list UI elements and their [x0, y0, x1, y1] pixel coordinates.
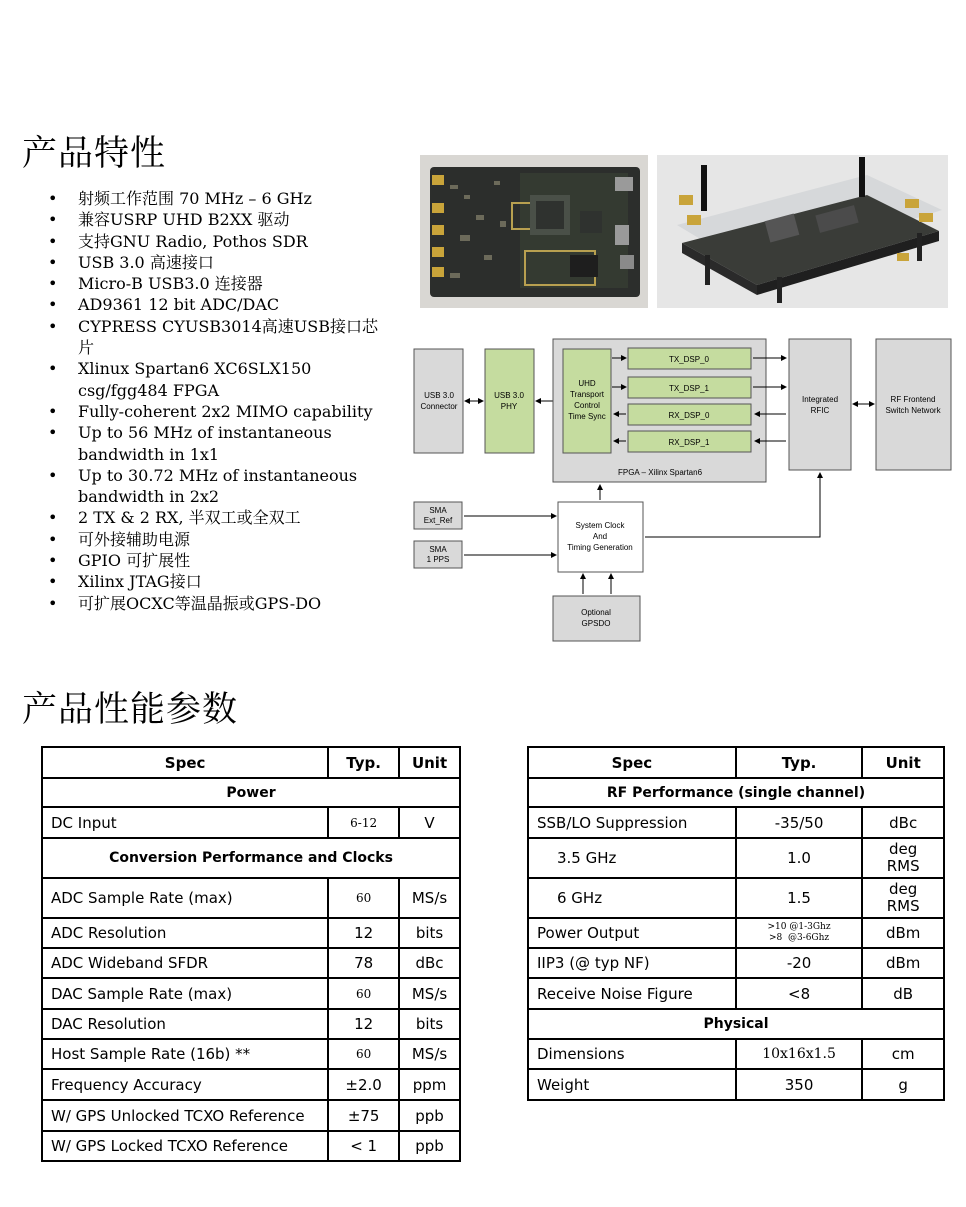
feature-item: • 可扩展OCXC等温晶振或GPS-DO: [48, 593, 378, 614]
svg-text:SMA1 PPS: SMA 1 PPS: [426, 545, 450, 564]
header-typ: Typ.: [328, 747, 399, 778]
svg-text:UHDTransportControlTime Sync: UHD Transport Control Time Sync: [568, 379, 606, 421]
feature-list: [48, 188, 378, 614]
table-row: DAC Sample Rate (max) 60 MS/s: [42, 978, 460, 1009]
feature-item: • Micro-B USB3.0 连接器: [48, 273, 378, 294]
feature-item: • AD9361 12 bit ADC/DAC: [48, 294, 378, 315]
table-row: W/ GPS Locked TCXO Reference < 1 ppb: [42, 1131, 460, 1161]
feature-item: • Xilinx JTAG接口: [48, 571, 378, 592]
table-row: DAC Resolution 12 bits: [42, 1009, 460, 1039]
fpga-label: FPGA – Xilinx Spartan6: [617, 468, 703, 477]
feature-item: • USB 3.0 高速接口: [48, 252, 378, 273]
feature-item: • CYPRESS CYUSB3014高速USB接口芯片: [48, 316, 378, 359]
svg-text:RX_DSP_1: RX_DSP_1: [668, 438, 710, 447]
svg-text:TX_DSP_1: TX_DSP_1: [668, 384, 710, 393]
table-row: ADC Sample Rate (max) 60 MS/s: [42, 878, 460, 918]
feature-item: • 2 TX & 2 RX, 半双工或全双工: [48, 507, 378, 528]
table-row: ADC Resolution 12 bits: [42, 918, 460, 948]
feature-item: • 可外接辅助电源: [48, 529, 378, 550]
feature-item: • 射频工作范围 70 MHz – 6 GHz: [48, 188, 378, 209]
table-row: Host Sample Rate (16b) ** 60 MS/s: [42, 1039, 460, 1069]
usb-phy-block: [485, 349, 534, 453]
table-row: Power Output >10 @1-3Ghz >8 @3-6Ghz dBm: [528, 918, 944, 948]
specs-title: 产品性能参数: [22, 690, 239, 730]
table-row: ADC Wideband SFDR 78 dBc: [42, 948, 460, 978]
feature-item: • 支持GNU Radio, Pothos SDR: [48, 231, 378, 252]
svg-text:USB 3.0PHY: USB 3.0 PHY: [494, 391, 524, 411]
table-row: W/ GPS Unlocked TCXO Reference ±75 ppb: [42, 1100, 460, 1131]
feature-item: • Up to 30.72 MHz of instantaneous bandwidth in 2x2: [48, 465, 378, 508]
spec-table-left: [41, 746, 461, 1162]
svg-text:IntegratedRFIC: Integrated RFIC: [801, 395, 839, 415]
spec-table-right: [527, 746, 945, 1101]
table-row: Receive Noise Figure <8 dB: [528, 978, 944, 1009]
table-row: Dimensions 10x16x1.5 cm: [528, 1039, 944, 1069]
section-rf: RF Performance (single channel): [528, 778, 944, 807]
section-conversion: Conversion Performance and Clocks: [42, 838, 460, 878]
rfic-block: [789, 339, 851, 470]
section-physical: Physical: [528, 1009, 944, 1039]
svg-text:OptionalGPSDO: Optional GPSDO: [581, 608, 611, 628]
block-diagram: [412, 336, 956, 646]
svg-text:TX_DSP_0: TX_DSP_0: [668, 355, 710, 364]
header-unit: Unit: [399, 747, 460, 778]
rf-frontend-block: [876, 339, 951, 470]
table-row: Weight 350 g: [528, 1069, 944, 1100]
table-row: 3.5 GHz 1.0 deg RMS: [528, 838, 944, 878]
feature-item: • Up to 56 MHz of instantaneous bandwidth in 1x1: [48, 422, 378, 465]
usb-connector-block: [414, 349, 463, 453]
table-row: IIP3 (@ typ NF) -20 dBm: [528, 948, 944, 978]
table-row: DC Input 6-12 V: [42, 807, 460, 838]
header-typ: Typ.: [736, 747, 863, 778]
header-unit: Unit: [862, 747, 944, 778]
feature-item: • Xlinux Spartan6 XC6SLX150 csg/fgg484 FPGA: [48, 358, 378, 401]
svg-text:USB 3.0Connector: USB 3.0 Connector: [420, 391, 458, 411]
feature-item: • GPIO 可扩展性: [48, 550, 378, 571]
features-title: 产品特性: [22, 134, 167, 174]
table-row: 6 GHz 1.5 deg RMS: [528, 878, 944, 918]
svg-text:RX_DSP_0: RX_DSP_0: [668, 411, 710, 420]
section-power: Power: [42, 778, 460, 807]
feature-item: • Fully-coherent 2x2 MIMO capability: [48, 401, 378, 422]
table-row: SSB/LO Suppression -35/50 dBc: [528, 807, 944, 838]
board-photo-top: [420, 155, 648, 308]
svg-text:SMAExt_Ref: SMA Ext_Ref: [423, 506, 453, 525]
table-row: Frequency Accuracy ±2.0 ppm: [42, 1069, 460, 1100]
header-spec: Spec: [528, 747, 736, 778]
header-spec: Spec: [42, 747, 328, 778]
feature-item: • 兼容USRP UHD B2XX 驱动: [48, 209, 378, 230]
svg-text:System ClockAndTiming Generati: System Clock And Timing Generation: [567, 521, 633, 552]
svg-text:RF FrontendSwitch Network: RF Frontend Switch Network: [885, 395, 941, 415]
board-photo-case: [657, 155, 948, 308]
